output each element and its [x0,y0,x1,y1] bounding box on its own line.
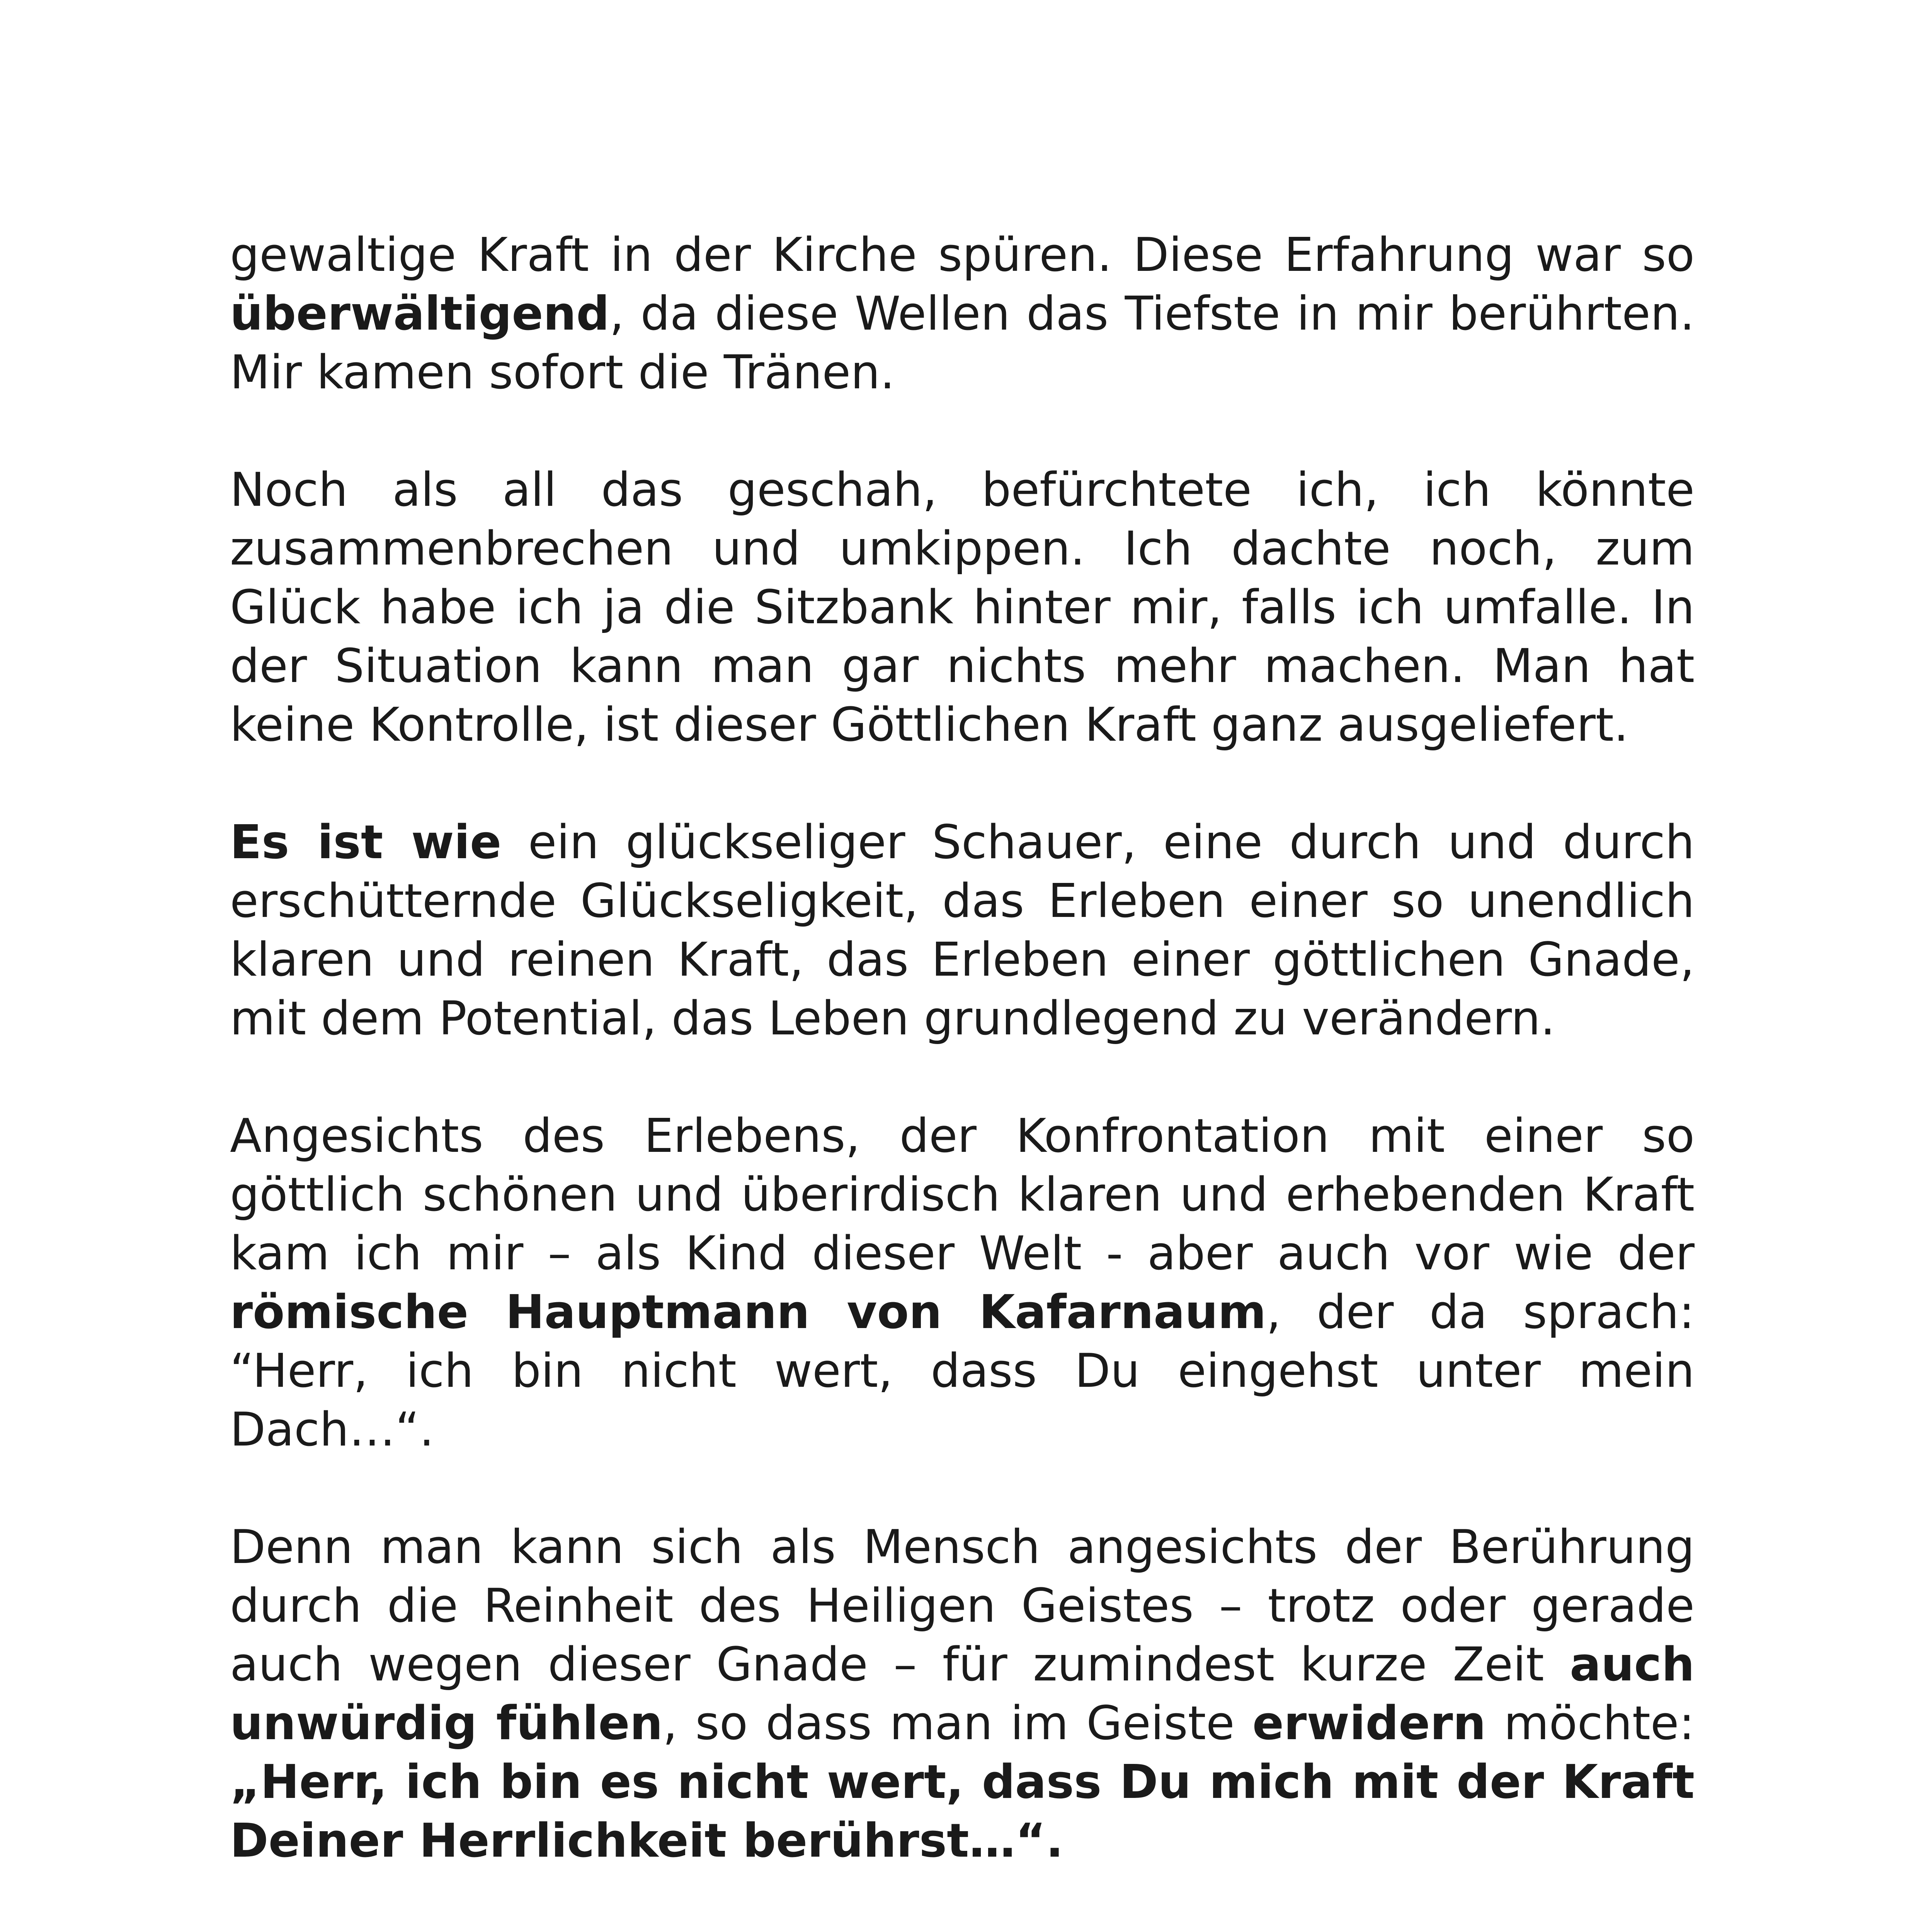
paragraph-5 [230,1518,1695,1871]
paragraph-3 [230,813,1695,1048]
bold-text-run: römische Hauptmann von Kafarnaum [230,1286,1266,1339]
text-run: gewaltige Kraft in der Kirche spüren. Diese Erfahrung war so [230,228,1695,282]
text-run: möchte: [1486,1697,1695,1750]
bold-text-run: erwidern [1252,1697,1486,1750]
text-run: ein glückseliger Schauer, eine durch und durch erschütternde Glückseligkeit, das Erleben einer so unendlich klaren und reinen Kraft, das Erleben einer göttlichen Gnade, mit dem Potential, das Leben grundlegend zu verändern. [230,816,1695,1046]
bold-text-run: Es ist wie [230,816,502,869]
text-run: , der da sprach: “Herr, ich bin nicht wert, dass Du eingehst unter mein Dach…“. [230,1286,1695,1457]
paragraph-1 [230,226,1695,402]
text-run: Noch als all das geschah, befürchtete ich, ich könnte zusammenbrechen und umkippen. Ich dachte noch, zum Glück habe ich ja die Sitzbank hinter mir, falls ich umfalle. In der Situation kann man gar nichts mehr machen. Man hat keine Kontrolle, ist dieser Göttlichen Kraft ganz ausgeliefert. [230,463,1695,752]
text-run: , da diese Wellen das Tiefste in mir berührten. Mir kamen sofort die Tränen. [230,287,1695,400]
text-run: Angesichts des Erlebens, der Konfrontation mit einer so göttlich schönen und überirdisch klaren und erhebenden Kraft kam ich mir – als Kind dieser Welt - aber auch vor wie der [230,1109,1695,1281]
paragraph-6 [230,1929,1695,1932]
bold-text-run: auch unwürdig fühlen [230,1638,1695,1750]
paragraph-2 [230,461,1695,755]
bold-text-run: „Herr, ich bin es nicht wert, dass Du mich mit der Kraft Deiner Herrlichkeit berührst…“. [230,1755,1695,1868]
bold-text-run: überwältigend [230,287,609,341]
paragraph-4 [230,1107,1695,1459]
body-text [230,226,1695,1932]
text-run: Denn man kann sich als Mensch angesichts der Berührung durch die Reinheit des Heiligen Geistes – trotz oder gerade auch wegen dieser Gnade – für zumindest kurze Zeit [230,1520,1695,1692]
text-run: , so dass man im Geiste [663,1697,1252,1750]
